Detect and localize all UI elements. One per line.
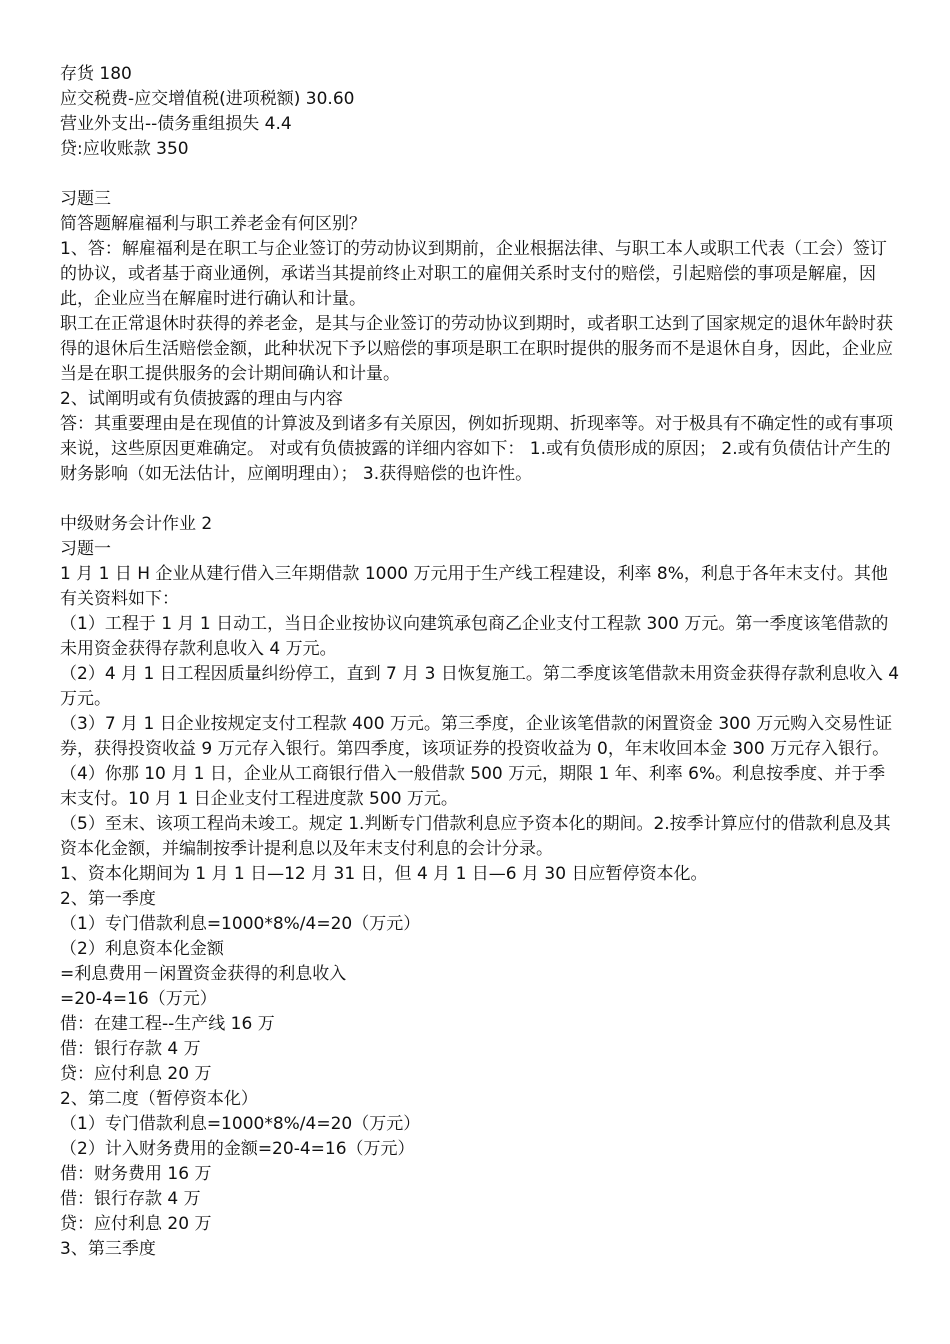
spacer xyxy=(60,487,900,512)
section-title: 习题一 xyxy=(60,539,111,559)
solution-line: 3、第三季度 xyxy=(60,1239,156,1259)
solution-line: 2、第一季度 xyxy=(60,889,156,909)
problem-paragraph: （4）你那 10 月 1 日，企业从工商银行借入一般借款 500 万元，期限 1 年、利率 6%。利息按季度、并于季末支付。10 月 1 日企业支付工程进度款 500 万元。 xyxy=(60,764,886,809)
problem-paragraph: 1 月 1 日 H 企业从建行借入三年期借款 1000 万元用于生产线工程建设，利率 8%，利息于各年末支付。其他有关资料如下： xyxy=(60,564,888,609)
entry-line: 营业外支出--债务重组损失 4.4 xyxy=(60,114,292,134)
solution-line: 贷：应付利息 20 万 xyxy=(60,1064,212,1084)
solution-line: 借：银行存款 4 万 xyxy=(60,1039,201,1059)
problem-paragraph: （1）工程于 1 月 1 日动工，当日企业按协议向建筑承包商乙企业支付工程款 300 万元。第一季度该笔借款的未用资金获得存款利息收入 4 万元。 xyxy=(60,614,889,659)
section-title: 习题三 xyxy=(60,189,111,209)
solution-line: =20-4=16（万元） xyxy=(60,989,217,1009)
solution-line: （2）计入财务费用的金额=20-4=16（万元） xyxy=(60,1139,415,1159)
entry-line: 存货 180 xyxy=(60,64,132,84)
solution-line: （1）专门借款利息=1000*8%/4=20（万元） xyxy=(60,1114,421,1134)
question-heading: 简答题解雇福利与职工养老金有何区别？ xyxy=(60,214,366,234)
solution-line: （1）专门借款利息=1000*8%/4=20（万元） xyxy=(60,914,421,934)
solution-line: =利息费用－闲置资金获得的利息收入 xyxy=(60,964,347,984)
answer-paragraph: 1、答：解雇福利是在职工与企业签订的劳动协议到期前，企业根据法律、与职工本人或职工代表（工会）签订的协议，或者基于商业通例，承诺当其提前终止对职工的雇佣关系时支付的赔偿，引起赔偿的事项是解雇，因此，企业应当在解雇时进行确认和计量。 xyxy=(60,239,887,309)
problem-paragraph: （3）7 月 1 日企业按规定支付工程款 400 万元。第三季度，企业该笔借款的闲置资金 300 万元购入交易性证券，获得投资收益 9 万元存入银行。第四季度，该项证券的投资收益为 0，年末收回本金 300 万元存入银行。 xyxy=(60,714,893,759)
answer-paragraph: 答：其重要理由是在现值的计算波及到诸多有关原因，例如折现期、折现率等。对于极具有不确定性的或有事项来说，这些原因更难确定。 对或有负债披露的详细内容如下： 1.或有负债形成的原因； 2.或有负债估计产生的财务影响（如无法估计，应阐明理由）； 3.获得赔偿的也许性。 xyxy=(60,414,893,484)
document-page xyxy=(60,62,900,1262)
question-heading: 2、试阐明或有负债披露的理由与内容 xyxy=(60,389,343,409)
spacer xyxy=(60,162,900,187)
entry-line: 贷:应收账款 350 xyxy=(60,139,189,159)
problem-paragraph: （2）4 月 1 日工程因质量纠纷停工，直到 7 月 3 日恢复施工。第二季度该笔借款未用资金获得存款利息收入 4 万元。 xyxy=(60,664,900,709)
solution-line: 2、第二度（暂停资本化） xyxy=(60,1089,258,1109)
entry-line: 应交税费-应交增值税(进项税额) 30.60 xyxy=(60,89,355,109)
answer-paragraph: 职工在正常退休时获得的养老金，是其与企业签订的劳动协议到期时，或者职工达到了国家规定的退休年龄时获得的退休后生活赔偿金额，此种状况下予以赔偿的事项是职工在职时提供的服务而不是退休自身，因此，企业应当是在职工提供服务的会计期间确认和计量。 xyxy=(60,314,893,384)
problem-paragraph: （5）至末、该项工程尚未竣工。规定 1.判断专门借款利息应予资本化的期间。2.按季计算应付的借款利息及其资本化金额，并编制按季计提利息以及年末支付利息的会计分录。 xyxy=(60,814,891,859)
assignment-title: 中级财务会计作业 2 xyxy=(60,514,213,534)
solution-line: 1、资本化期间为 1 月 1 日—12 月 31 日，但 4 月 1 日—6 月 30 日应暂停资本化。 xyxy=(60,864,708,884)
solution-line: 贷：应付利息 20 万 xyxy=(60,1214,212,1234)
solution-line: 借：在建工程--生产线 16 万 xyxy=(60,1014,275,1034)
solution-line: （2）利息资本化金额 xyxy=(60,939,224,959)
solution-line: 借：银行存款 4 万 xyxy=(60,1189,201,1209)
solution-line: 借：财务费用 16 万 xyxy=(60,1164,212,1184)
